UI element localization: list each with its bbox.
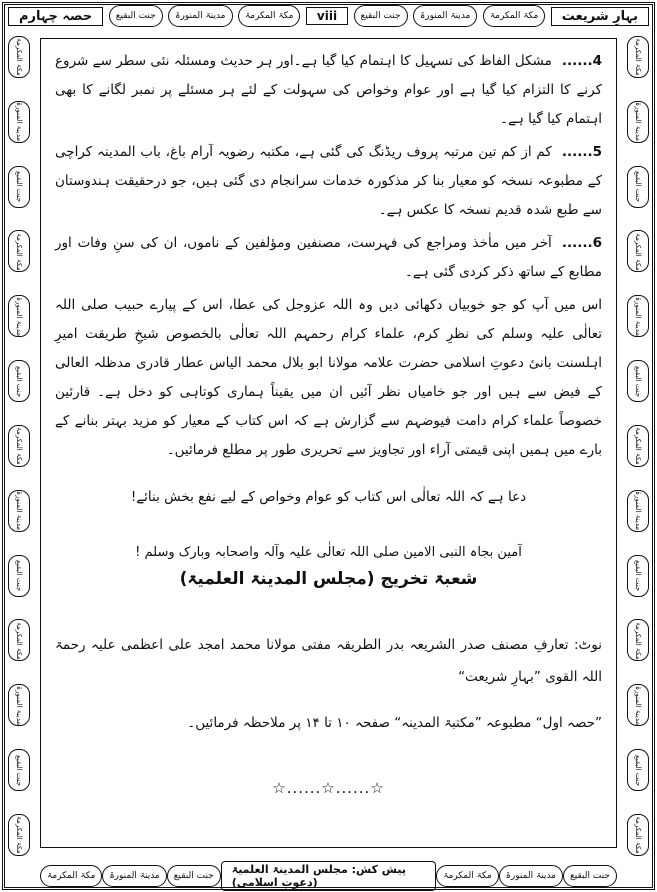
side-ornament: مکۃ المکرمۃ	[627, 230, 649, 272]
side-ornament: مکۃ المکرمۃ	[8, 814, 30, 856]
side-ornament: مدینۃ المنورۃ	[627, 684, 649, 726]
footer-ornament-jannat-2: جنت البقیع	[563, 865, 617, 887]
publisher-label: پیش کش: مجلس المدینۃ العلمیۃ (دعوتِ اسلامی)	[221, 861, 437, 891]
side-ornament: مکۃ المکرمۃ	[8, 425, 30, 467]
department-title: شعبۃ تخریج (مجلس المدینۃ العلمیۃ)	[179, 569, 478, 589]
side-ornament: مدینۃ المنورۃ	[627, 101, 649, 143]
point-text: مشکل الفاظ کی تسہیل کا اہتمام کیا گیا ہے۔اور ہر حدیث ومسئلہ نئی سطر سے شروع کرنے کا التزام کیا گیا ہے اور عوام وخواص کی سہولت کے لئے ہر مسئلے پر نمبر لگانے کا بھی اہتمام کیا گیا ہے۔	[55, 53, 602, 127]
ornament-madina: مدینۃ المنورۃ	[168, 5, 232, 27]
side-ornament: مدینۃ المنورۃ	[627, 490, 649, 532]
dua-line: دعا ہے کہ اللہ تعالٰی اس کتاب کو عوام وخواص کے لیے نفع بخش بنائے!	[130, 489, 527, 505]
left-ornament-column	[5, 36, 33, 856]
note-line-1: نوٹ: تعارفِ مصنف صدر الشریعہ بدر الطریقہ مفتی مولانا محمد امجد علی اعظمی علیہ رحمۃ اللہ القوی ”بہارِ شریعت“	[55, 637, 602, 685]
ornament-makkah-2: مکۃ المکرمۃ	[483, 5, 545, 27]
side-ornament: مکۃ المکرمۃ	[627, 814, 649, 856]
ameen-line: آمین بجاہ النبی الامین صلی اللہ تعالٰی علیہ وآلہ واصحابہ وبارک وسلم !	[135, 545, 522, 560]
point-number: 5......	[561, 144, 602, 160]
side-ornament: جنت البقیع	[627, 166, 649, 208]
side-ornament: مکۃ المکرمۃ	[627, 619, 649, 661]
footer-ornament-makkah-2: مکۃ المکرمۃ	[436, 865, 498, 887]
ornament-jannat-2: جنت البقیع	[354, 5, 408, 27]
side-ornament: مدینۃ المنورۃ	[627, 295, 649, 337]
side-ornament: جنت البقیع	[627, 749, 649, 791]
right-ornament-column	[624, 36, 652, 856]
point-5	[55, 138, 602, 225]
point-text: آخر میں ماٰخذ ومراجع کی فہرست، مصنفین ومؤلفین کے ناموں، ان کی سنِ وفات اور مطابع کے ساتھ ذکر کردی گئی ہے۔	[55, 235, 602, 280]
footer-ornament-madina-2: مدینۃ المنورۃ	[499, 865, 563, 887]
side-ornament: مدینۃ المنورۃ	[8, 684, 30, 726]
point-text: کم از کم تین مرتبہ پروف ریڈنگ کی گئی ہے، مکتبہ رضویہ آرام باغ، باب المدینہ کراچی کے مطبوعہ نسخہ کو معیار بنا کر مذکورہ خدمات سرانجام دی گئی ہیں، جو درحقیقت ہندوستان سے طبع شدہ قدیم نسخہ کا عکس ہے۔	[55, 144, 602, 218]
header-bar	[8, 3, 649, 29]
side-ornament: مکۃ المکرمۃ	[627, 425, 649, 467]
part-label: حصہ چہارم	[8, 7, 103, 26]
side-ornament: جنت البقیع	[627, 555, 649, 597]
footer-ornament-makkah: مکۃ المکرمۃ	[40, 865, 102, 887]
side-ornament: جنت البقیع	[8, 166, 30, 208]
ornament-jannat: جنت البقیع	[109, 5, 163, 27]
side-ornament: مکۃ المکرمۃ	[8, 619, 30, 661]
side-ornament: جنت البقیع	[8, 749, 30, 791]
footer-ornament-madina: مدینۃ المنورۃ	[102, 865, 166, 887]
side-ornament: جنت البقیع	[8, 555, 30, 597]
footer-ornament-jannat: جنت البقیع	[167, 865, 221, 887]
note-line-2: ”حصہ اول“ مطبوعہ ”مکتبۃ المدینہ“ صفحہ ۱۰ تا ۱۴ پر ملاحظہ فرمائیں۔	[187, 714, 602, 731]
page-number: viii	[306, 7, 348, 25]
side-ornament: جنت البقیع	[8, 360, 30, 402]
side-ornament: مکۃ المکرمۃ	[627, 36, 649, 78]
stars-divider: ☆......☆......☆	[272, 778, 385, 797]
side-ornament: مدینۃ المنورۃ	[8, 490, 30, 532]
side-ornament: مدینۃ المنورۃ	[8, 101, 30, 143]
point-4	[55, 47, 602, 134]
point-6	[55, 229, 602, 287]
closing-paragraph: اس میں آپ کو جو خوبیاں دکھائی دیں وہ اللہ عزوجل کی عطا، اس کے پیارے حبیب صلی اللہ تعالٰی علیہ وسلم کی نظرِ کرم، علماء کرام رحمہم اللہ تعالٰی بالخصوص شیخِ طریقت امیرِ اہلسنت بانیٔ دعوتِ اسلامی حضرت علامہ مولانا ابو بلال محمد الیاس عطار قادری مدظلہ العالی کے فیض سے ہیں اور جو خامیاں نظر آئیں ان میں یقیناً ہماری کوتاہی کو دخل ہے۔ قارئین خصوصاً علماء کرام دامت فیوضہم سے گزارش ہے کہ اس کتاب کے معیار کو مزید بہتر بنانے کے بارے میں ہمیں اپنی قیمتی آراء اور تجاویز سے تحریری طور پر مطلع فرمائیں۔	[55, 297, 602, 458]
ornament-madina-2: مدینۃ المنورۃ	[413, 5, 477, 27]
side-ornament: جنت البقیع	[627, 360, 649, 402]
book-title: بہارِ شریعت	[551, 7, 649, 26]
side-ornament: مکۃ المکرمۃ	[8, 36, 30, 78]
side-ornament: مکۃ المکرمۃ	[8, 230, 30, 272]
point-number: 4......	[561, 53, 602, 69]
ornament-makkah: مکۃ المکرمۃ	[238, 5, 300, 27]
footer-bar	[40, 864, 617, 888]
page-content	[40, 38, 617, 848]
point-number: 6......	[561, 235, 602, 251]
side-ornament: مدینۃ المنورۃ	[8, 295, 30, 337]
